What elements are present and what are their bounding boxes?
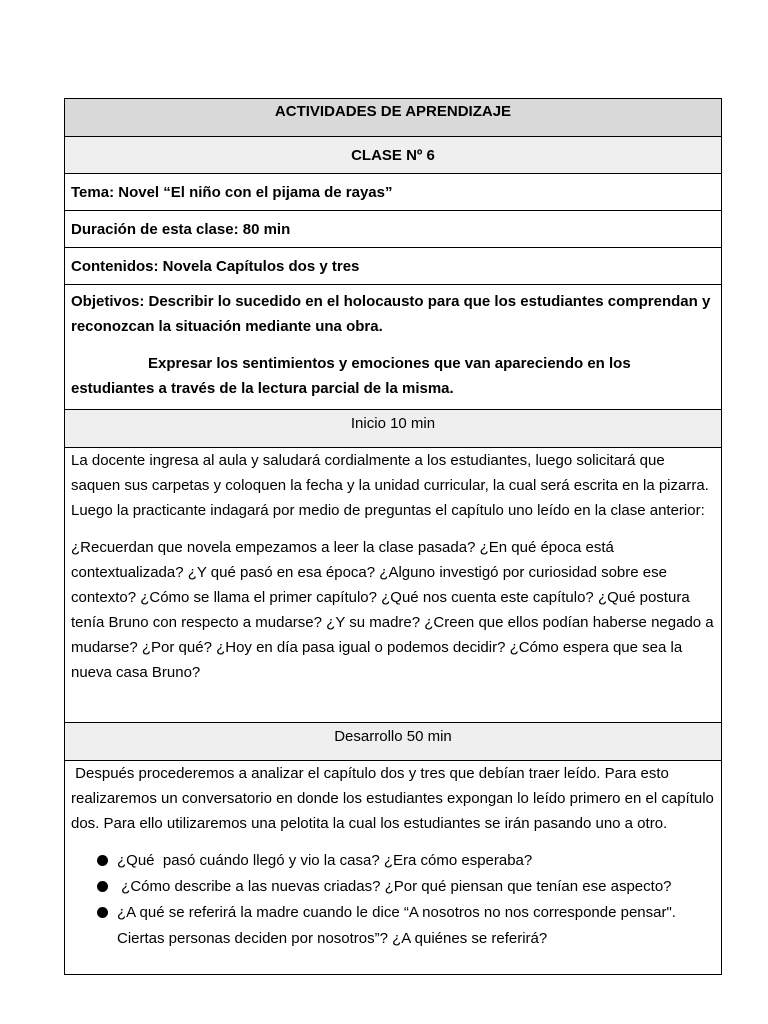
topic-text: Tema: Novel “El niño con el pijama de rayas”: [71, 184, 393, 201]
bullet-icon: [97, 855, 108, 866]
class-number: CLASE Nº 6: [351, 147, 435, 164]
lesson-plan-table: [64, 98, 722, 975]
development-header: Desarrollo 50 min: [334, 728, 452, 745]
list-item: [71, 900, 715, 952]
development-body-row: [65, 760, 721, 974]
list-item: [71, 848, 715, 874]
start-body-row: [65, 447, 721, 722]
topic-row: [65, 173, 721, 210]
table-title-row: [65, 99, 721, 136]
question-text: ¿Qué pasó cuándo llegó y vio la casa? ¿Era cómo esperaba?: [117, 852, 533, 869]
list-item: [71, 874, 715, 900]
objectives-paragraph-2: Expresar los sentimientos y emociones que van apareciendo en los estudiantes a través de la lectura parcial de la misma.: [71, 355, 631, 397]
bullet-icon: [97, 907, 108, 918]
duration-row: [65, 210, 721, 247]
development-question-list: [71, 848, 715, 952]
development-header-row: [65, 722, 721, 760]
development-paragraph-1: Después procederemos a analizar el capítulo dos y tres que debían traer leído. Para esto realizaremos un conversatorio en donde los estudiantes expongan lo leído primero en el capítulo dos. Para ello utilizaremos una pelotita la cual los estudiantes se irán pasando uno a otro.: [71, 765, 719, 832]
start-paragraph-1: La docente ingresa al aula y saludará cordialmente a los estudiantes, luego solicitará que saquen sus carpetas y coloquen la fecha y la unidad curricular, la cual será escrita en la pizarra. Luego la practicante indagará por medio de preguntas el capítulo uno leído en la clase anterior:: [71, 452, 709, 519]
contents-text: Contenidos: Novela Capítulos dos y tres: [71, 258, 360, 275]
contents-row: [65, 247, 721, 284]
class-number-row: [65, 136, 721, 173]
question-text: ¿A qué se referirá la madre cuando le dice “A nosotros no nos corresponde pensar". Ciertas personas deciden por nosotros”? ¿A quiénes se referirá?: [117, 904, 676, 947]
start-paragraph-2: ¿Recuerdan que novela empezamos a leer la clase pasada? ¿En qué época está contextualizada? ¿Y qué pasó en esa época? ¿Alguno investigó por curiosidad sobre ese contexto? ¿Cómo se llama el primer capítulo? ¿Qué nos cuenta este capítulo? ¿Qué postura tenía Bruno con respecto a mudarse? ¿Y su madre? ¿Creen que ellos podían haberse negado a mudarse? ¿Por qué? ¿Hoy en día pasa igual o podemos decidir? ¿Cómo espera que sea la nueva casa Bruno?: [71, 539, 714, 681]
start-header: Inicio 10 min: [350, 415, 436, 432]
duration-text: Duración de esta clase: 80 min: [71, 221, 291, 238]
start-header-row: [65, 409, 721, 447]
objectives-row: [65, 284, 721, 409]
table-title: ACTIVIDADES DE APRENDIZAJE: [274, 103, 512, 120]
objectives-paragraph-1: Objetivos: Describir lo sucedido en el holocausto para que los estudiantes comprendan y reconozcan la situación mediante una obra.: [71, 293, 711, 335]
question-text: ¿Cómo describe a las nuevas criadas? ¿Por qué piensan que tenían ese aspecto?: [117, 878, 672, 895]
bullet-icon: [97, 881, 108, 892]
